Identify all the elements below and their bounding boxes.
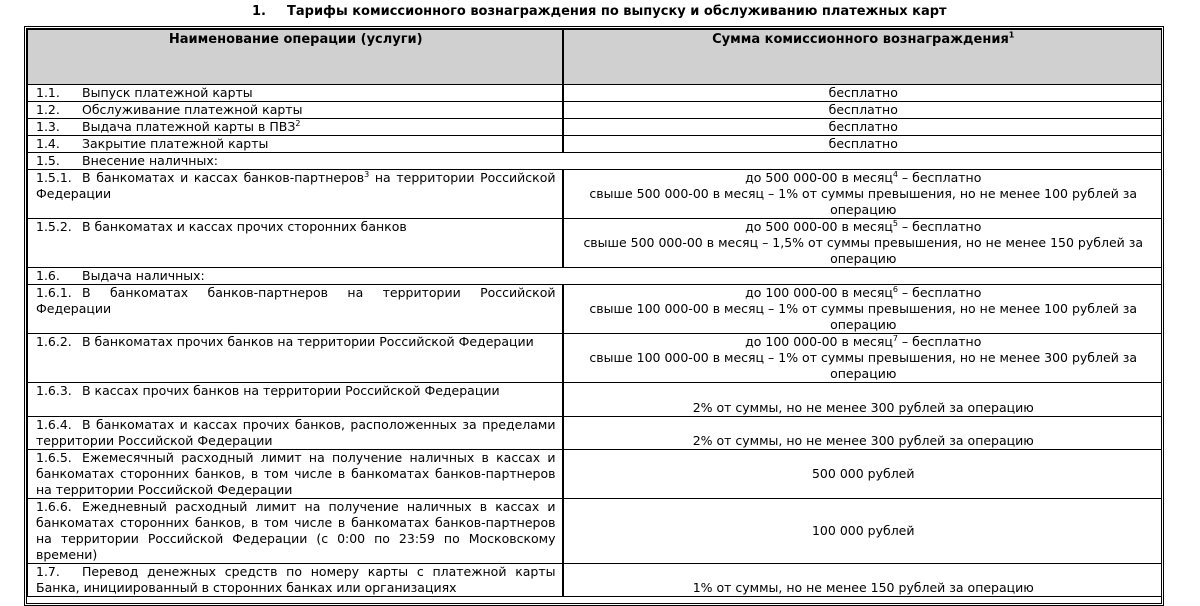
commission-free-limit: до 500 000-00 в месяц: [745, 219, 893, 234]
table-header-row: [28, 30, 1162, 85]
footnote-ref: 6: [892, 284, 898, 294]
operation-cell: [28, 136, 563, 153]
commission-line-1: [572, 170, 1156, 186]
operation-cell: [28, 219, 563, 268]
commission-line-1: [572, 334, 1156, 350]
commission-free-limit: до 100 000-00 в месяц: [745, 334, 893, 349]
operation-name: В банкоматах прочих банков на территории Российской Федерации: [82, 334, 534, 349]
commission-cell: 2% от суммы, но не менее 300 рублей за операцию: [563, 417, 1162, 450]
commission-line-2: свыше 500 000-00 в месяц – 1,5% от суммы превышения, но не менее 150 рублей за операцию: [583, 235, 1144, 266]
tariff-table-frame: [24, 26, 1164, 606]
footnote-ref: 4: [892, 169, 898, 179]
tariff-table: [27, 29, 1162, 597]
commission-free-label: – бесплатно: [897, 334, 982, 349]
operation-name: В кассах прочих банков на территории Российской Федерации: [82, 383, 500, 398]
commission-cell: [563, 219, 1162, 268]
commission-cell: 1% от суммы, но не менее 150 рублей за операцию: [563, 564, 1162, 597]
commission-cell: бесплатно: [563, 102, 1162, 119]
row-number: 1.6.3.: [36, 383, 72, 398]
commission-cell: 100 000 рублей: [563, 499, 1162, 564]
row-number: 1.1.: [36, 85, 60, 100]
commission-line-2: свыше 500 000-00 в месяц – 1% от суммы превышения, но не менее 100 рублей за операцию: [589, 186, 1138, 217]
table-row: [28, 268, 1162, 285]
operation-name: В банкоматах банков-партнеров на территории Российской Федерации: [36, 285, 556, 316]
commission-line-2: свыше 100 000-00 в месяц – 1% от суммы превышения, но не менее 100 рублей за операцию: [589, 301, 1138, 332]
row-number: 1.6.5.: [36, 450, 72, 465]
commission-cell: бесплатно: [563, 136, 1162, 153]
row-number: 1.4.: [36, 136, 60, 151]
commission-line-2: свыше 100 000-00 в месяц – 1% от суммы превышения, но не менее 300 рублей за операцию: [589, 350, 1138, 381]
footnote-ref: 2: [295, 118, 301, 128]
section-title-text: Тарифы комиссионного вознаграждения по выпуску и обслуживанию платежных карт: [287, 4, 947, 19]
table-row: [28, 417, 1162, 450]
table-row: [28, 499, 1162, 564]
row-number: 1.6.4.: [36, 417, 72, 432]
section-row-cell: [28, 268, 1162, 285]
table-row: [28, 102, 1162, 119]
table-row: [28, 564, 1162, 597]
row-number: 1.7.: [36, 564, 60, 579]
row-number: 1.6.2.: [36, 334, 72, 349]
operation-cell: [28, 119, 563, 136]
commission-cell: [563, 285, 1162, 334]
operation-name: Закрытие платежной карты: [82, 136, 269, 151]
section-title: [0, 4, 1200, 22]
row-number: 1.5.1.: [36, 170, 72, 185]
operation-cell: [28, 564, 563, 597]
row-number: 1.6.: [36, 268, 60, 283]
operation-cell: [28, 417, 563, 450]
commission-cell: [563, 334, 1162, 383]
commission-cell: бесплатно: [563, 85, 1162, 102]
row-number: 1.6.6.: [36, 499, 72, 514]
footnote-ref: 7: [892, 333, 898, 343]
header-operation-name: Наименование операции (услуги): [28, 30, 563, 85]
operation-cell: [28, 499, 563, 564]
row-number: 1.2.: [36, 102, 60, 117]
operation-name: Обслуживание платежной карты: [82, 102, 303, 117]
operation-name-cont: на территории Российской Федерации: [36, 170, 556, 201]
row-number: 1.6.1.: [36, 285, 72, 300]
operation-name: Перевод денежных средств по номеру карты с платежной карты Банка, инициированный в сторонних банках или организациях: [36, 564, 556, 595]
table-row: [28, 153, 1162, 170]
header-commission-amount: [563, 30, 1162, 85]
operation-name: Выдача платежной карты в ПВЗ: [82, 119, 296, 134]
commission-free-limit: до 500 000-00 в месяц: [745, 170, 893, 185]
operation-name: В банкоматах и кассах прочих банков, расположенных за пределами территории Российской Федерации: [36, 417, 556, 448]
commission-free-limit: до 100 000-00 в месяц: [745, 285, 893, 300]
commission-cell: бесплатно: [563, 119, 1162, 136]
table-row: [28, 450, 1162, 499]
operation-cell: [28, 170, 563, 219]
table-row: [28, 119, 1162, 136]
commission-free-label: – бесплатно: [897, 170, 982, 185]
table-row: [28, 334, 1162, 383]
row-number: 1.5.2.: [36, 219, 72, 234]
operation-name: Ежедневный расходный лимит на получение наличных в кассах и банкоматах сторонних банков, в том числе в банкоматах банков-партнеров на территории Российской Федерации (с 0:00 по 23:59 по Московскому времени): [36, 499, 556, 562]
row-number: 1.5.: [36, 153, 60, 168]
footnote-ref: 5: [892, 218, 898, 228]
footnote-ref: 3: [364, 169, 370, 179]
operation-cell: [28, 383, 563, 417]
operation-name: В банкоматах и кассах банков-партнеров: [82, 170, 365, 185]
operation-cell: [28, 334, 563, 383]
commission-cell: 2% от суммы, но не менее 300 рублей за операцию: [563, 383, 1162, 417]
commission-free-label: – бесплатно: [897, 219, 982, 234]
section-row-cell: [28, 153, 1162, 170]
operation-cell: [28, 450, 563, 499]
operation-name: Ежемесячный расходный лимит на получение наличных в кассах и банкоматах сторонних банков, в том числе в банкоматах банков-партнеров на территории Российской Федерации: [36, 450, 556, 497]
operation-name: В банкоматах и кассах прочих сторонних банков: [82, 219, 407, 234]
header-commission-label: Сумма комиссионного вознаграждения: [712, 32, 1009, 47]
operation-cell: [28, 85, 563, 102]
table-row: [28, 383, 1162, 417]
operation-cell: [28, 285, 563, 334]
operation-name: Выдача наличных:: [82, 268, 205, 283]
footnote-ref: 1: [1008, 30, 1015, 40]
operation-cell: [28, 102, 563, 119]
table-row: [28, 219, 1162, 268]
section-number: 1.: [252, 4, 266, 19]
commission-cell: 500 000 рублей: [563, 450, 1162, 499]
commission-cell: [563, 170, 1162, 219]
commission-line-1: [572, 285, 1156, 301]
commission-free-label: – бесплатно: [897, 285, 982, 300]
table-row: [28, 85, 1162, 102]
row-number: 1.3.: [36, 119, 60, 134]
commission-line-1: [572, 219, 1156, 235]
operation-name: Внесение наличных:: [82, 153, 218, 168]
operation-name: Выпуск платежной карты: [82, 85, 253, 100]
table-row: [28, 136, 1162, 153]
table-row: [28, 170, 1162, 219]
table-row: [28, 285, 1162, 334]
